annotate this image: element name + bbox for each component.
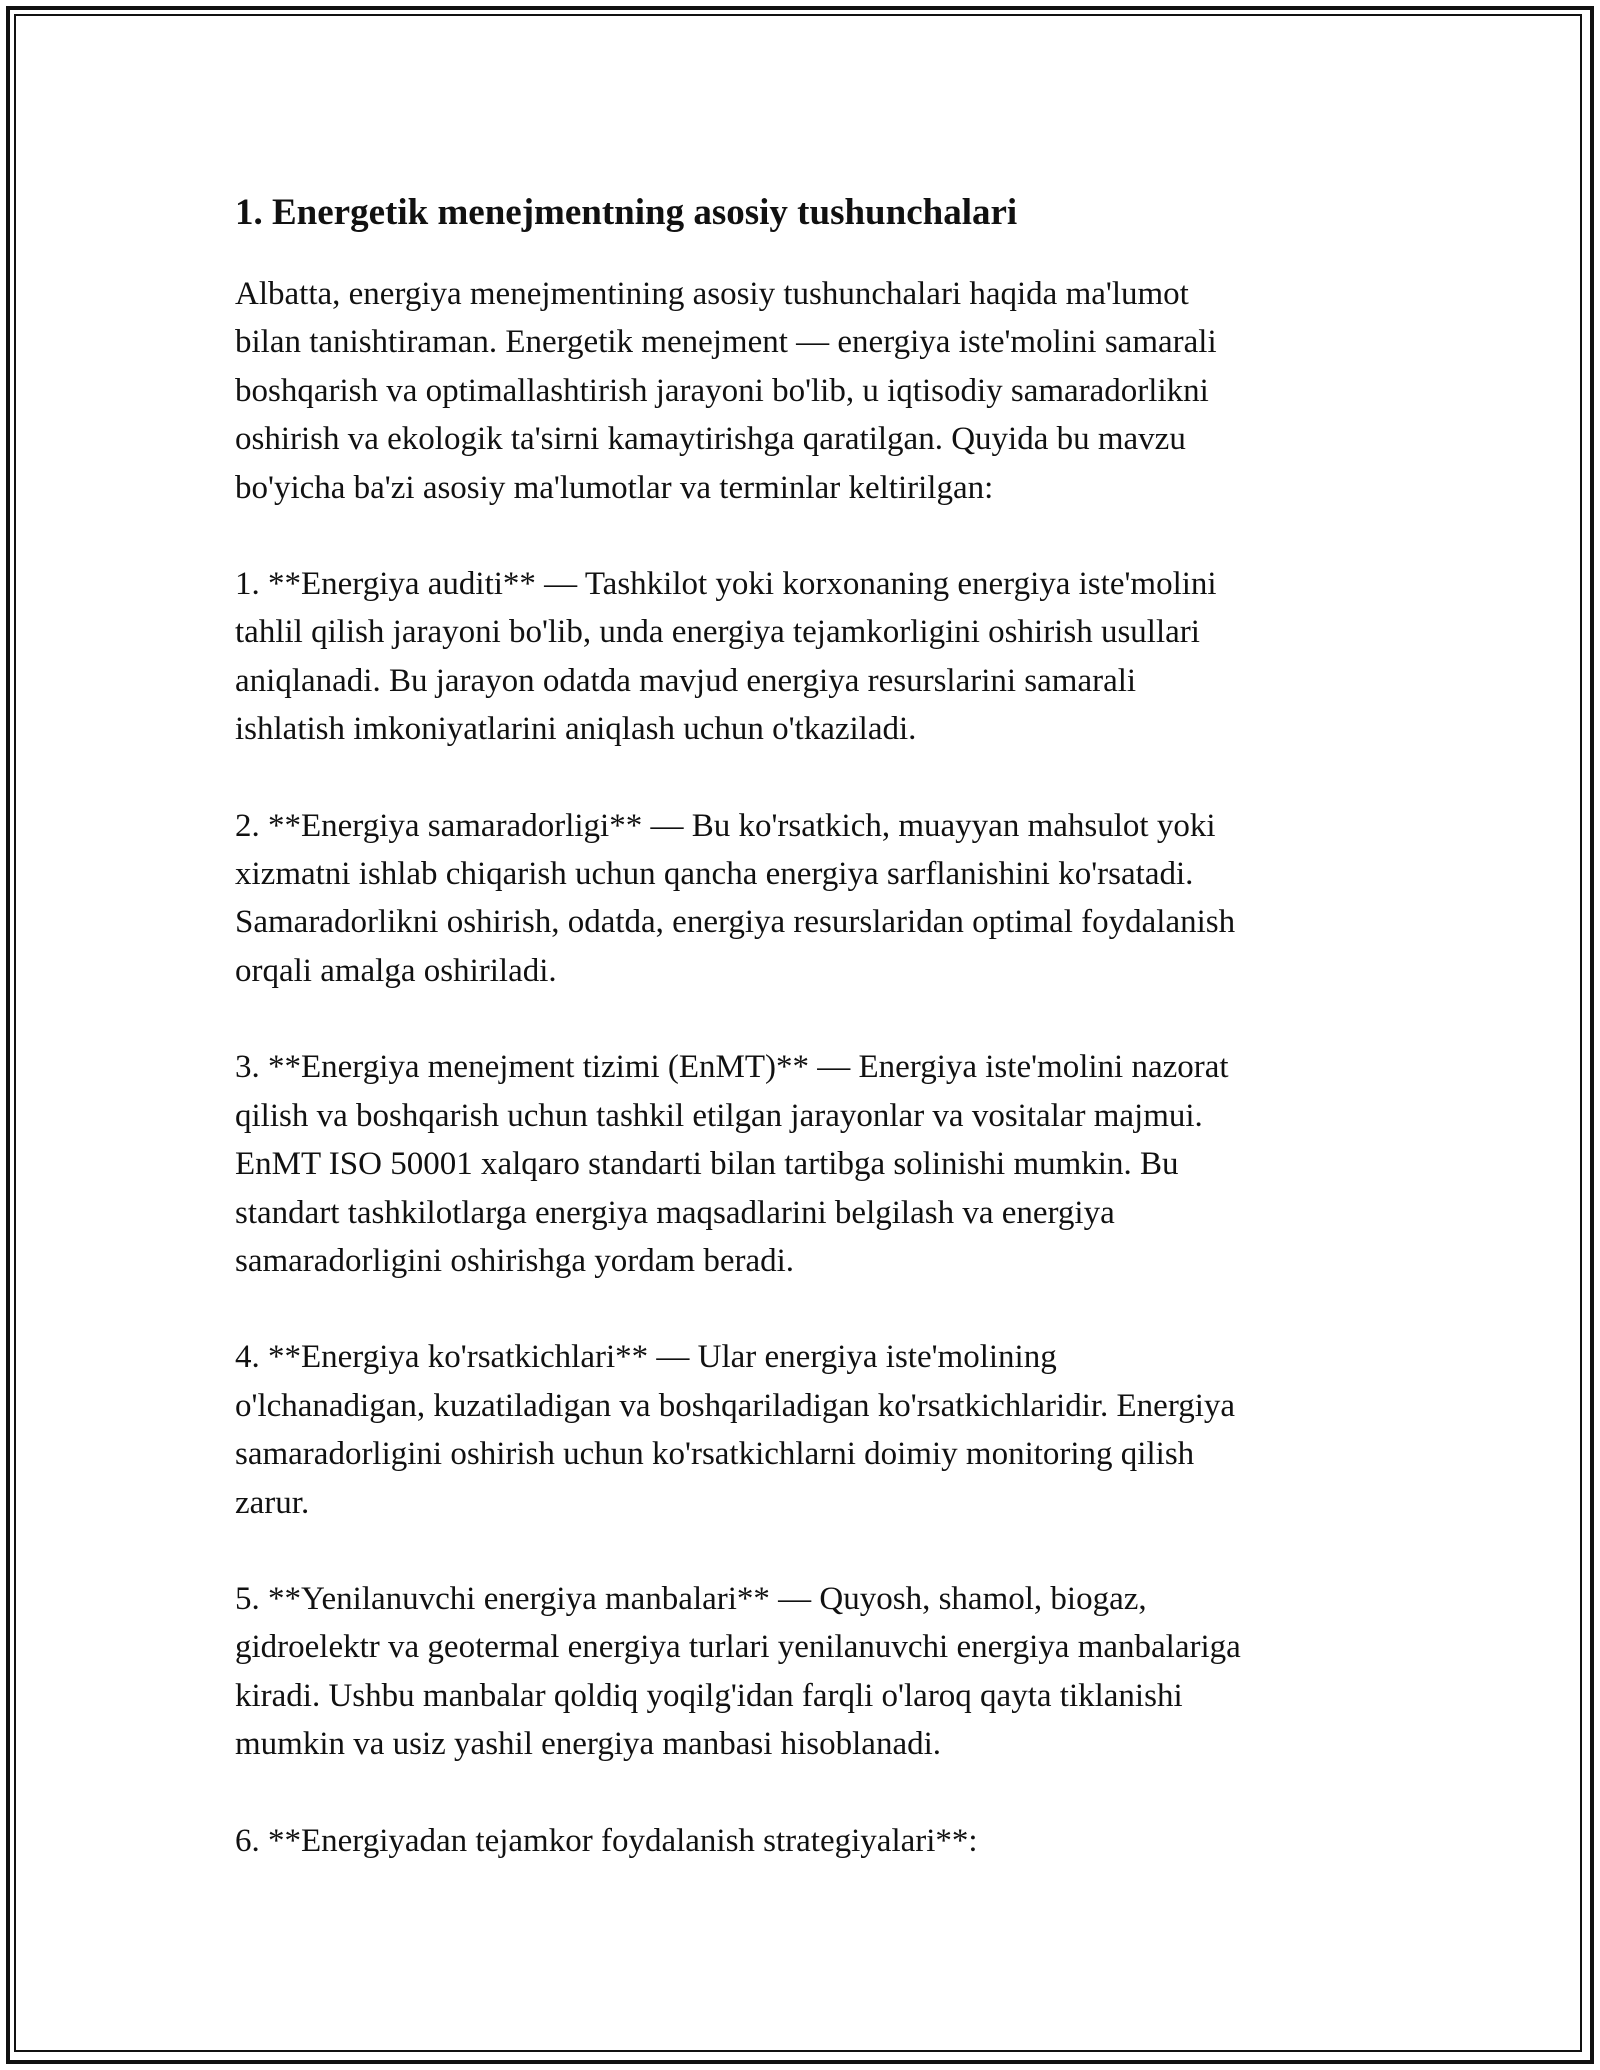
list-item-saving-strategies: 6. **Energiyadan tejamkor foydalanish strategiyalari**: (235, 1822, 978, 1859)
list-item-energy-audit: 1. **Energiya auditi** — Tashkilot yoki korxonaning energiya iste'molini tahlil qilish jarayoni bo'lib, unda energiya tejamkorligini oshirish usullari aniqlanadi. Bu jarayon odatda mavjud energiya resurslarini samarali ishlatish imkoniyatlarini aniqlash uchun o'tkaziladi. (235, 566, 1217, 748)
list-item-energy-management-system: 3. **Energiya menejment tizimi (EnMT)** — Energiya iste'molini nazorat qilish va boshqarish uchun tashkil etilgan jarayonlar va vositalar majmui. EnMT ISO 50001 xalqaro standarti bilan tartibga solinishi mumkin. Bu standart tashkilotlarga energiya maqsadlarini belgilash va energiya samaradorligini oshirishga yordam beradi. (235, 1049, 1229, 1279)
document-title: 1. Energetik menejmentning asosiy tushunchalari (235, 192, 1018, 233)
list-item-energy-efficiency: 2. **Energiya samaradorligi** — Bu ko'rsatkich, muayyan mahsulot yoki xizmatni ishlab chiqarish uchun qancha energiya sarflanishini ko'rsatadi. Samaradorlikni oshirish, odatda, energiya resurslaridan optimal foydalanish orqali amalga oshiriladi. (235, 807, 1236, 989)
document-body (235, 188, 1365, 1865)
list-item-renewable-sources: 5. **Yenilanuvchi energiya manbalari** — Quyosh, shamol, biogaz, gidroelektr va geotermal energiya turlari yenilanuvchi energiya manbalariga kiradi. Ushbu manbalar qoldiq yoqilg'idan farqli o'laroq qayta tiklanishi mumkin va usiz yashil energiya manbasi hisoblanadi. (235, 1580, 1241, 1763)
intro-paragraph: Albatta, energiya menejmentining asosiy tushunchalari haqida ma'lumot bilan tanishtiraman. Energetik menejment — energiya iste'molini samarali boshqarish va optimallashtirish jarayoni bo'lib, u iqtisodiy samaradorlikni oshirish va ekologik ta'sirni kamaytirishga qaratilgan. Quyida bu mavzu bo'yicha ba'zi asosiy ma'lumotlar va terminlar keltirilgan: (235, 276, 1217, 506)
list-item-energy-indicators: 4. **Energiya ko'rsatkichlari** — Ular energiya iste'molining o'lchanadigan, kuzatiladigan va boshqariladigan ko'rsatkichlaridir. Energiya samaradorligini oshirish uchun ko'rsatkichlarni doimiy monitoring qilish zarur. (235, 1339, 1236, 1521)
